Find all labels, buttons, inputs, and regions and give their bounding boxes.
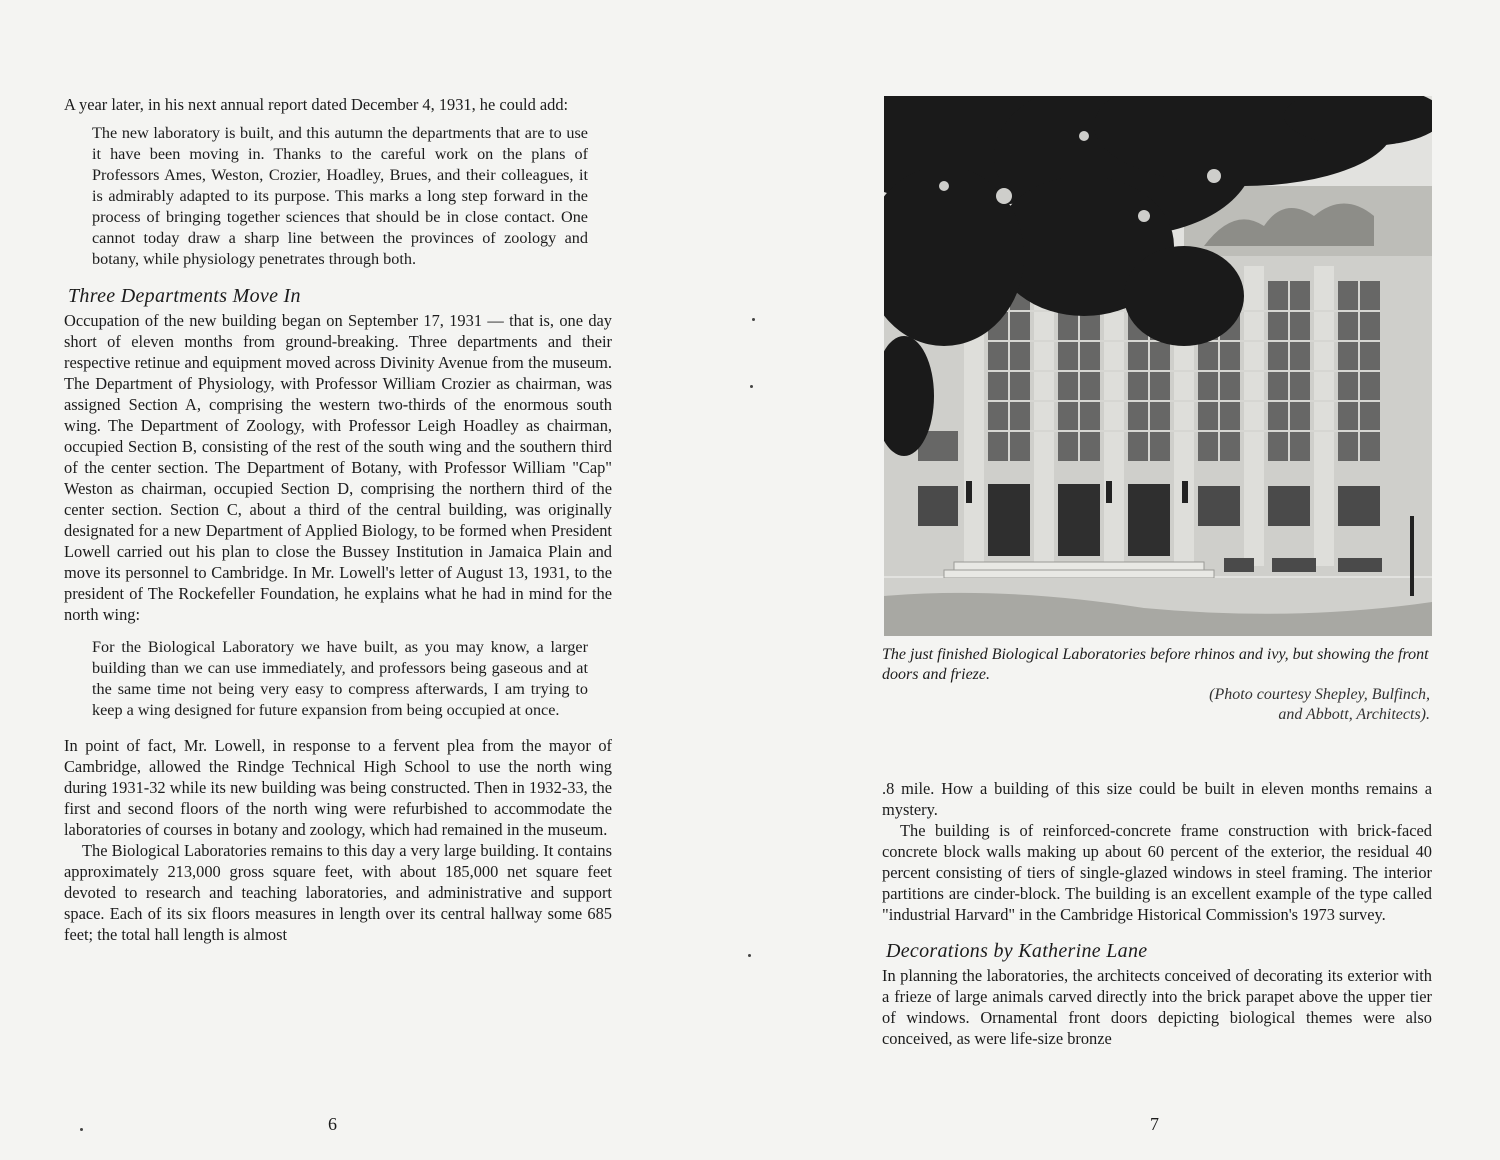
body-paragraph: Occupation of the new building began on September 17, 1931 — that is, one day short of eleven months from ground-breaking. Three departments and their respective retinue and equipment moved across Divinity Avenue from the museum. The Department of Physiology, with Professor William Crozier as chairman, was assigned Section A, comprising the western two-thirds of the enormous south wing. The Department of Zoology, with Professor Leigh Hoadley as chairman, occupied Section B, consisting of the rest of the south wing and the southern third of the center section. The Department of Botany, with Professor William "Cap" Weston as chairman, occupied Section D, comprising the northern third of the center section. Section C, about a third of the central building, was originally designated for a new Department of Applied Biology, to be formed when President Lowell carried out his plan to close the Bussey Institution in Jamaica Plain and move its personnel to Cambridge. In Mr. Lowell's letter of August 13, 1931, to the president of The Rockefeller Foundation, he explains what he had in mind for the north wing:	[64, 311, 612, 624]
section-heading-three-departments: Three Departments Move In	[68, 285, 301, 307]
right-text-column	[882, 778, 1432, 1049]
biological-laboratories-photo	[884, 96, 1432, 636]
scan-mark	[752, 318, 755, 321]
body-paragraph: The Biological Laboratories remains to this day a very large building. It contains approximately 213,000 gross square feet, with about 185,000 net square feet devoted to research and teaching laboratories, and administrative and support space. Each of its six floors measures in length over its central hallway some 685 feet; the total hall length is almost	[64, 841, 612, 944]
body-paragraph: The building is of reinforced-concrete frame construction with brick-faced concrete block walls making up about 60 percent of the exterior, the residual 40 percent consisting of tiers of single-glazed windows in steel framing. The interior partitions are cinder-block. The building is an excellent example of the type called "industrial Harvard" in the Cambridge Historical Commission's 1973 survey.	[882, 821, 1432, 924]
page-number: 7	[1150, 1114, 1159, 1134]
left-text-column	[64, 94, 612, 945]
block-quote-lowell-letter	[92, 637, 588, 721]
scan-mark	[750, 385, 753, 388]
quote-text: The new laboratory is built, and this autumn the departments that are to use it have been moving in. Thanks to the careful work on the plans of Professors Ames, Weston, Crozier, Hoadley, Brues, and their colleagues, it is admirably adapted to its purpose. This marks a long step forward in the process of bringing together sciences that should be in close contact. One cannot today draw a sharp line between the provinces of zoology and botany, while physiology penetrates through both.	[92, 124, 588, 268]
building-photo	[884, 96, 1432, 636]
credit-line: (Photo courtesy Shepley, Bulfinch,	[1209, 686, 1430, 703]
quote-text: For the Biological Laboratory we have built, as you may know, a larger building than we can use immediately, and professors being gaseous and at the same time not being very easy to compress afterwards, I am trying to keep a wing designed for future expansion from being occupied at once.	[92, 638, 588, 719]
credit-line: and Abbott, Architects).	[1278, 706, 1430, 723]
page-number: 6	[328, 1114, 337, 1134]
photo-caption: The just finished Biological Laboratories before rhinos and ivy, but showing the front doors and frieze.	[882, 646, 1429, 683]
block-quote-annual-report	[92, 123, 588, 270]
body-paragraph: In point of fact, Mr. Lowell, in response to a fervent plea from the mayor of Cambridge, allowed the Rindge Technical High School to use the north wing during 1931-32 while its new building was being constructed. Then in 1932-33, the first and second floors of the north wing were refurbished to accommodate the laboratories of courses in botany and zoology, which had remained in the museum.	[64, 736, 612, 839]
scan-mark	[748, 954, 751, 957]
photo-credit	[882, 685, 1430, 725]
scan-mark	[80, 1128, 83, 1131]
right-page	[750, 0, 1500, 1160]
section-heading-decorations: Decorations by Katherine Lane	[886, 940, 1148, 962]
body-paragraph: .8 mile. How a building of this size could be built in eleven months remains a mystery.	[882, 779, 1432, 819]
body-paragraph: In planning the laboratories, the architects conceived of decorating its exterior with a frieze of large animals carved directly into the brick parapet above the upper tier of windows. Ornamental front doors depicting biological themes were also conceived, as were life-size bronze	[882, 966, 1432, 1048]
intro-paragraph: A year later, in his next annual report dated December 4, 1931, he could add:	[64, 95, 569, 114]
